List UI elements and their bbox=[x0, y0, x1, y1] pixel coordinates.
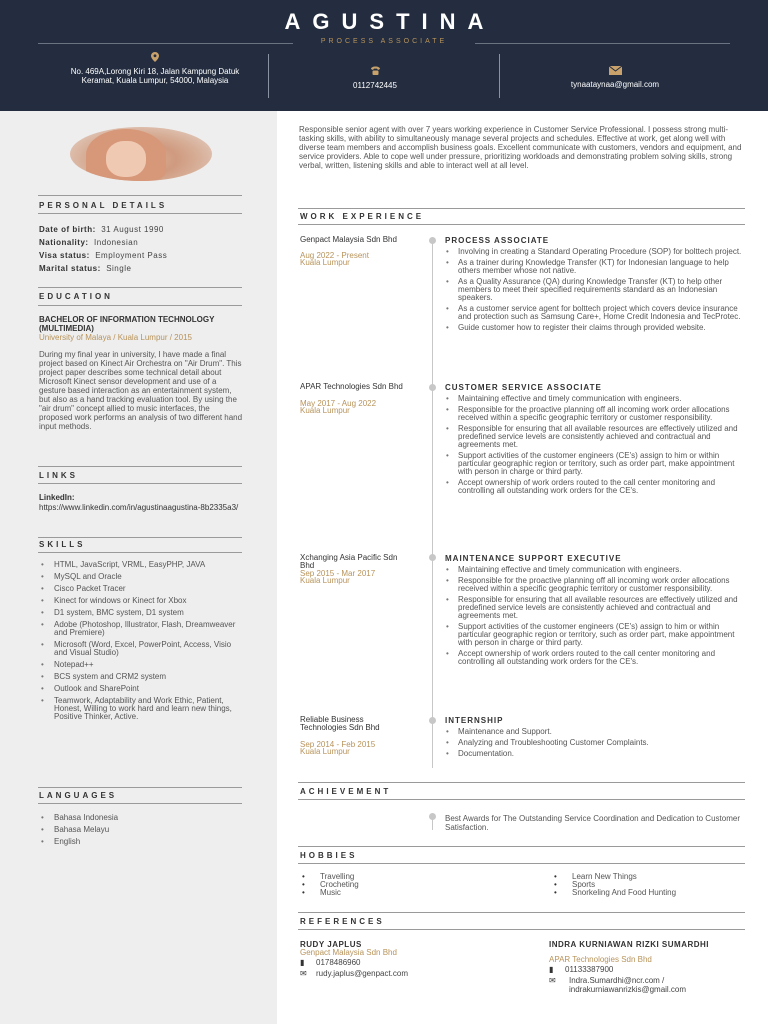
nationality-label: Nationality: bbox=[39, 238, 89, 247]
divider bbox=[298, 863, 745, 864]
list-item: • English bbox=[39, 838, 244, 846]
hobbies-list-left bbox=[300, 873, 500, 897]
divider bbox=[298, 912, 745, 913]
mobile-phone-icon: ▮ bbox=[300, 958, 305, 967]
reference-email bbox=[549, 976, 749, 994]
list-item: • Support activities of the customer engineers (CE's) assign to him or within particular geographic region or territory, such as order part, make appointment with person in charge or third party. bbox=[445, 623, 743, 647]
job-company: APAR Technologies Sdn Bhd bbox=[300, 382, 403, 391]
right-content bbox=[0, 111, 768, 1024]
phone-text[interactable]: 0112742445 bbox=[353, 81, 397, 90]
divider bbox=[475, 43, 730, 44]
marital-label: Marital status: bbox=[39, 264, 101, 273]
marital-value: Single bbox=[106, 264, 132, 273]
education-description: During my final year in university, I have made a final project based on Kinect Air Orchestra on "Air Drum". This project paper describes some technical detail about Microsoft Kinect sensor development and use of a gesture based interaction as an entertainment system, but also as a hand tracking evaluation tool. By using the "air drum" concept allied to music interfaces, the proposed work performs an analysis of two different hand input methods. bbox=[39, 350, 243, 431]
mobile-phone-icon: ▮ bbox=[549, 965, 554, 974]
divider bbox=[298, 208, 745, 209]
list-item: • As a Quality Assurance (QA) during Knowledge Transfer (KT) to help other members to meet their specified requirements standard as an Indonesian speakers. bbox=[445, 278, 743, 302]
envelope-icon bbox=[510, 66, 720, 78]
contact-phone bbox=[300, 66, 450, 90]
list-item: • Bahasa Melayu bbox=[39, 826, 244, 834]
list-item: • BCS system and CRM2 system bbox=[39, 673, 244, 681]
linkedin-link[interactable]: https://www.linkedin.com/in/agustinaagustina-8b2335a3/ bbox=[39, 503, 239, 512]
phone-icon bbox=[300, 66, 450, 79]
nationality-value: Indonesian bbox=[94, 238, 139, 247]
list-item: • Responsible for ensuring that all available resources are effectively utilized and predefined service levels are consistently achieved and contractual and agreements met. bbox=[445, 596, 743, 620]
list-item: • As a customer service agent for bolttech project which covers device insurance and protection such as Samsung Care+, Home Credit Indonesia and TecProtec. bbox=[445, 305, 743, 321]
list-item: • Music bbox=[300, 889, 500, 897]
job-company: Reliable Business Technologies Sdn Bhd bbox=[300, 715, 380, 732]
reference-phone bbox=[300, 958, 530, 967]
list-item: • Involving in creating a Standard Operating Procedure (SOP) for bolttech project. bbox=[445, 248, 743, 256]
reference-name: RUDY JAPLUS bbox=[300, 940, 362, 949]
divider bbox=[298, 799, 745, 800]
reference-phone bbox=[549, 965, 749, 974]
reference-email-text[interactable]: Indra.Sumardhi@ncr.com / indrakurniawanrizkis@gmail.com bbox=[569, 976, 687, 994]
list-item: • Maintenance and Support. bbox=[445, 728, 743, 736]
job-role: INTERNSHIP bbox=[445, 716, 504, 725]
school-name: University of Malaya / Kuala Lumpur / 2015 bbox=[39, 333, 192, 342]
hobbies-list-right bbox=[552, 873, 752, 897]
address-text: No. 469A,Lorong Kiri 18, Jalan Kampung Datuk Keramat, Kuala Lumpur, 54000, Malaysia bbox=[70, 67, 240, 85]
envelope-icon: ✉ bbox=[549, 976, 556, 985]
achievement-title: ACHIEVEMENT bbox=[300, 787, 392, 796]
resume-header bbox=[0, 0, 768, 111]
reference-company: Genpact Malaysia Sdn Bhd bbox=[300, 948, 397, 957]
links-title: LINKS bbox=[39, 471, 78, 480]
reference-phone-text[interactable]: 0178486960 bbox=[316, 958, 361, 967]
envelope-icon: ✉ bbox=[300, 969, 307, 978]
list-item: • HTML, JavaScript, VRML, EasyPHP, JAVA bbox=[39, 561, 244, 569]
work-experience-title: WORK EXPERIENCE bbox=[300, 212, 425, 221]
list-item: • Maintaining effective and timely communication with engineers. bbox=[445, 566, 743, 574]
header-divider bbox=[268, 54, 269, 98]
subtitle-row bbox=[38, 36, 730, 50]
list-item: • Learn New Things bbox=[552, 873, 752, 881]
reference-name: INDRA KURNIAWAN RIZKI SUMARDHI bbox=[549, 940, 710, 949]
list-item: • Maintaining effective and timely communication with engineers. bbox=[445, 395, 743, 403]
linkedin-label: LinkedIn: bbox=[39, 493, 75, 502]
job-role: MAINTENANCE SUPPORT EXECUTIVE bbox=[445, 554, 622, 563]
job-duties-list bbox=[445, 728, 743, 761]
list-item: • Adobe (Photoshop, Illustrator, Flash, Dreamweaver and Premiere) bbox=[39, 621, 244, 637]
list-item: • Analyzing and Troubleshooting Customer Complaints. bbox=[445, 739, 743, 747]
list-item: • Bahasa Indonesia bbox=[39, 814, 244, 822]
list-item: • Sports bbox=[552, 881, 752, 889]
job-role: CUSTOMER SERVICE ASSOCIATE bbox=[445, 383, 602, 392]
references-title: REFERENCES bbox=[300, 917, 385, 926]
list-item: • Support activities of the customer engineers (CE's) assign to him or within particular geographic region or territory, such as order part, make appointment with person in charge or third party. bbox=[445, 452, 743, 476]
divider bbox=[298, 782, 745, 783]
timeline-dot bbox=[429, 384, 436, 391]
hobbies-title: HOBBIES bbox=[300, 851, 358, 860]
timeline-dot bbox=[429, 237, 436, 244]
degree-title: BACHELOR OF INFORMATION TECHNOLOGY (MULTIMEDIA) bbox=[39, 315, 215, 333]
job-location: Kuala Lumpur bbox=[300, 258, 350, 267]
list-item: • Outlook and SharePoint bbox=[39, 685, 244, 693]
skills-title: SKILLS bbox=[39, 540, 86, 549]
job-location: Kuala Lumpur bbox=[300, 747, 350, 756]
dob-value: 31 August 1990 bbox=[101, 225, 164, 234]
reference-phone-text[interactable]: 01133387900 bbox=[565, 965, 614, 974]
list-item: • Microsoft (Word, Excel, PowerPoint, Access, Visio and Visual Studio) bbox=[39, 641, 244, 657]
job-dates: May 2017 - Aug 2022 bbox=[300, 399, 377, 408]
visa-label: Visa status: bbox=[39, 251, 90, 260]
list-item: • Documentation. bbox=[445, 750, 743, 758]
job-location: Kuala Lumpur bbox=[300, 406, 350, 415]
job-company: Genpact Malaysia Sdn Bhd bbox=[300, 235, 397, 244]
job-duties-list bbox=[445, 395, 743, 498]
reference-email bbox=[300, 969, 530, 978]
list-item: • Responsible for ensuring that all available resources are effectively utilized and predefined service levels are consistently achieved and contractual and agreements met. bbox=[445, 425, 743, 449]
job-company: Xchanging Asia Pacific Sdn Bhd bbox=[300, 553, 398, 570]
job-duties-list bbox=[445, 566, 743, 669]
list-item: • Accept ownership of work orders routed to the call center monitoring and controlling all outstanding work orders for the CE's. bbox=[445, 479, 743, 495]
contact-address bbox=[60, 52, 250, 85]
list-item: • D1 system, BMC system, D1 system bbox=[39, 609, 244, 617]
list-item: • Responsible for the proactive planning off all incoming work order allocations received within a specific geographic territory or customer responsibility. bbox=[445, 406, 743, 422]
timeline-line bbox=[432, 238, 433, 768]
list-item: • Accept ownership of work orders routed to the call center monitoring and controlling all outstanding work orders for the CE's. bbox=[445, 650, 743, 666]
dob-label: Date of birth: bbox=[39, 225, 96, 234]
timeline-dot bbox=[429, 813, 436, 820]
list-item: • Notepad++ bbox=[39, 661, 244, 669]
reference-company: APAR Technologies Sdn Bhd bbox=[549, 955, 652, 964]
list-item: • As a trainer during Knowledge Transfer (KT) for Indonesian language to help others member whose not native. bbox=[445, 259, 743, 275]
list-item: • Cisco Packet Tracer bbox=[39, 585, 244, 593]
divider bbox=[298, 846, 745, 847]
list-item: • MySQL and Oracle bbox=[39, 573, 244, 581]
job-role: PROCESS ASSOCIATE bbox=[445, 236, 550, 245]
contact-email bbox=[510, 66, 720, 89]
job-location: Kuala Lumpur bbox=[300, 576, 350, 585]
job-dates: Sep 2015 - Mar 2017 bbox=[300, 569, 376, 578]
reference-email-text[interactable]: rudy.japlus@genpact.com bbox=[316, 969, 409, 978]
header-divider bbox=[499, 54, 500, 98]
job-dates: Aug 2022 - Present bbox=[300, 251, 369, 260]
divider bbox=[298, 224, 745, 225]
list-item: • Crocheting bbox=[300, 881, 500, 889]
visa-value: Employment Pass bbox=[95, 251, 168, 260]
list-item: • Travelling bbox=[300, 873, 500, 881]
divider bbox=[298, 929, 745, 930]
list-item: • Responsible for the proactive planning off all incoming work order allocations received within a specific geographic territory or customer responsibility. bbox=[445, 577, 743, 593]
list-item: • Kinect for windows or Kinect for Xbox bbox=[39, 597, 244, 605]
job-dates: Sep 2014 - Feb 2015 bbox=[300, 740, 376, 749]
professional-summary: Responsible senior agent with over 7 years working experience in Customer Service Professional. I possess strong multi-tasking skills, with ability to simultaneously manage several projects and schedules. Effective at work, get along well with diverse team members and accomplish business goals. Excellent communicate with customers, vendors and equipment, and service providers. Able to cope well under pressure, prioritizing workloads and demonstrating problem solving skills, strong verbal, written, listening skills and able to interact well at all level. bbox=[299, 125, 742, 170]
languages-title: LANGUAGES bbox=[39, 791, 118, 800]
list-item: • Snorkeling And Food Hunting bbox=[552, 889, 752, 897]
education-title: EDUCATION bbox=[39, 292, 113, 301]
email-text[interactable]: tynaataynaa@gmail.com bbox=[570, 80, 660, 89]
timeline-dot bbox=[429, 717, 436, 724]
timeline-dot bbox=[429, 554, 436, 561]
list-item: • Guide customer how to register their claims through provided website. bbox=[445, 324, 743, 332]
personal-details-title: PERSONAL DETAILS bbox=[39, 201, 168, 210]
job-duties-list bbox=[445, 248, 743, 335]
list-item: • Teamwork, Adaptability and Work Ethic, Patient, Honest, Willing to work hard and learn new things, Positive Thinker, Active. bbox=[39, 697, 244, 721]
candidate-name: AGUSTINA bbox=[284, 9, 496, 34]
achievement-text: Best Awards for The Outstanding Service Coordination and Dedication to Customer Satisfaction. bbox=[445, 814, 740, 832]
job-subtitle: PROCESS ASSOCIATE bbox=[320, 38, 448, 45]
location-pin-icon bbox=[60, 52, 250, 65]
